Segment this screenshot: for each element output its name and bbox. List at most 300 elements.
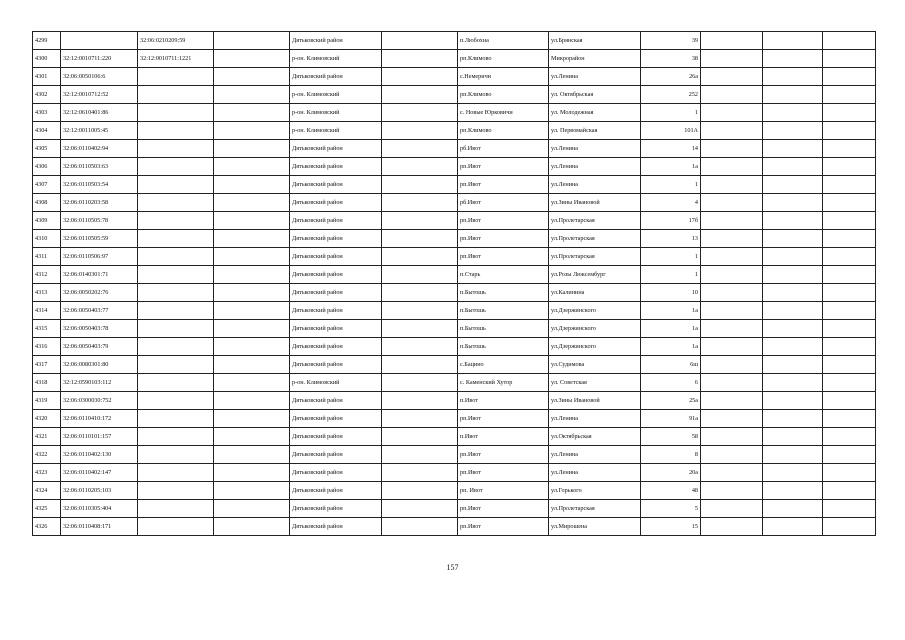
blank-col-11-cell: [763, 86, 823, 104]
parent-cadastral-number-cell: [138, 122, 214, 140]
district-cell: Дятьковский район: [290, 428, 382, 446]
blank-col-6-cell: [382, 230, 458, 248]
blank-col-4-cell: [214, 50, 290, 68]
blank-col-10-cell: [701, 158, 763, 176]
blank-col-4-cell: [214, 158, 290, 176]
record-number-cell: 4310: [33, 230, 61, 248]
blank-col-4-cell: [214, 302, 290, 320]
blank-col-12-cell: [823, 230, 876, 248]
record-number-cell: 4319: [33, 392, 61, 410]
blank-col-11-cell: [763, 68, 823, 86]
district-cell: р-он. Климовский: [290, 122, 382, 140]
blank-col-11-cell: [763, 104, 823, 122]
table-row: [33, 32, 876, 50]
street-cell: ул.Ленина: [549, 446, 641, 464]
cadastral-number-cell: 32:06:0050403:78: [61, 320, 138, 338]
blank-col-10-cell: [701, 266, 763, 284]
street-cell: ул.Ленина: [549, 464, 641, 482]
settlement-cell: рп.Ивот: [458, 518, 549, 536]
table-row: [33, 266, 876, 284]
house-number-cell: 8: [641, 446, 701, 464]
table-row: [33, 104, 876, 122]
cadastral-number-cell: 32:06:0140301:71: [61, 266, 138, 284]
blank-col-11-cell: [763, 374, 823, 392]
parent-cadastral-number-cell: [138, 302, 214, 320]
parent-cadastral-number-cell: [138, 338, 214, 356]
blank-col-6-cell: [382, 68, 458, 86]
cadastral-number-cell: 32:06:0110305:404: [61, 500, 138, 518]
district-cell: Дятьковский район: [290, 284, 382, 302]
district-cell: Дятьковский район: [290, 212, 382, 230]
house-number-cell: 1а: [641, 158, 701, 176]
parent-cadastral-number-cell: [138, 248, 214, 266]
blank-col-10-cell: [701, 356, 763, 374]
street-cell: ул.Судимова: [549, 356, 641, 374]
blank-col-11-cell: [763, 410, 823, 428]
blank-col-11-cell: [763, 122, 823, 140]
blank-col-11-cell: [763, 302, 823, 320]
blank-col-12-cell: [823, 320, 876, 338]
cadastral-number-cell: 32:06:0110503:54: [61, 176, 138, 194]
blank-col-4-cell: [214, 446, 290, 464]
settlement-cell: с. Новые Юрковичи: [458, 104, 549, 122]
blank-col-12-cell: [823, 518, 876, 536]
record-number-cell: 4324: [33, 482, 61, 500]
settlement-cell: рп. Ивот: [458, 482, 549, 500]
blank-col-6-cell: [382, 482, 458, 500]
record-number-cell: 4317: [33, 356, 61, 374]
settlement-cell: с.Бацино: [458, 356, 549, 374]
blank-col-12-cell: [823, 302, 876, 320]
settlement-cell: п.Бытошь: [458, 302, 549, 320]
house-number-cell: 1: [641, 248, 701, 266]
blank-col-4-cell: [214, 86, 290, 104]
settlement-cell: рп.Ивот: [458, 464, 549, 482]
blank-col-6-cell: [382, 140, 458, 158]
house-number-cell: 20а: [641, 464, 701, 482]
street-cell: ул. Первомайская: [549, 122, 641, 140]
blank-col-12-cell: [823, 212, 876, 230]
table-row: [33, 284, 876, 302]
table-row: [33, 482, 876, 500]
house-number-cell: 6: [641, 374, 701, 392]
blank-col-11-cell: [763, 212, 823, 230]
blank-col-11-cell: [763, 248, 823, 266]
table-row: [33, 446, 876, 464]
blank-col-4-cell: [214, 266, 290, 284]
settlement-cell: рп.Ивот: [458, 212, 549, 230]
house-number-cell: 48: [641, 482, 701, 500]
record-number-cell: 4299: [33, 32, 61, 50]
street-cell: ул.Дзержинского: [549, 320, 641, 338]
blank-col-10-cell: [701, 338, 763, 356]
district-cell: Дятьковский район: [290, 230, 382, 248]
house-number-cell: 39: [641, 32, 701, 50]
record-number-cell: 4301: [33, 68, 61, 86]
record-number-cell: 4305: [33, 140, 61, 158]
cadastral-number-cell: 32:06:0110503:63: [61, 158, 138, 176]
blank-col-12-cell: [823, 356, 876, 374]
blank-col-11-cell: [763, 320, 823, 338]
house-number-cell: 58: [641, 428, 701, 446]
blank-col-6-cell: [382, 464, 458, 482]
street-cell: ул.Калинина: [549, 284, 641, 302]
district-cell: Дятьковский район: [290, 140, 382, 158]
district-cell: Дятьковский район: [290, 194, 382, 212]
house-number-cell: 17б: [641, 212, 701, 230]
blank-col-11-cell: [763, 482, 823, 500]
settlement-cell: п.Ивот: [458, 428, 549, 446]
registry-body: [33, 32, 876, 536]
blank-col-10-cell: [701, 500, 763, 518]
district-cell: р-он. Климовский: [290, 374, 382, 392]
table-row: [33, 86, 876, 104]
settlement-cell: рп.Ивот: [458, 230, 549, 248]
blank-col-11-cell: [763, 194, 823, 212]
settlement-cell: рп.Ивот: [458, 158, 549, 176]
house-number-cell: 1а: [641, 320, 701, 338]
blank-col-11-cell: [763, 500, 823, 518]
house-number-cell: 1: [641, 104, 701, 122]
blank-col-10-cell: [701, 212, 763, 230]
house-number-cell: 25а: [641, 392, 701, 410]
table-row: [33, 158, 876, 176]
table-row: [33, 248, 876, 266]
parent-cadastral-number-cell: [138, 104, 214, 122]
blank-col-11-cell: [763, 356, 823, 374]
table-row: [33, 320, 876, 338]
blank-col-11-cell: [763, 518, 823, 536]
district-cell: Дятьковский район: [290, 410, 382, 428]
district-cell: Дятьковский район: [290, 500, 382, 518]
table-row: [33, 356, 876, 374]
blank-col-12-cell: [823, 428, 876, 446]
street-cell: ул.Ленина: [549, 176, 641, 194]
settlement-cell: рб.Ивот: [458, 194, 549, 212]
blank-col-12-cell: [823, 68, 876, 86]
house-number-cell: 15: [641, 518, 701, 536]
blank-col-11-cell: [763, 140, 823, 158]
settlement-cell: рп.Ивот: [458, 500, 549, 518]
house-number-cell: 1: [641, 266, 701, 284]
district-cell: Дятьковский район: [290, 464, 382, 482]
blank-col-4-cell: [214, 68, 290, 86]
cadastral-number-cell: [61, 32, 138, 50]
house-number-cell: 101А: [641, 122, 701, 140]
table-row: [33, 428, 876, 446]
settlement-cell: рп.Ивот: [458, 248, 549, 266]
table-row: [33, 194, 876, 212]
blank-col-12-cell: [823, 122, 876, 140]
house-number-cell: 252: [641, 86, 701, 104]
blank-col-12-cell: [823, 266, 876, 284]
parent-cadastral-number-cell: [138, 212, 214, 230]
cadastral-number-cell: 32:06:0110101:157: [61, 428, 138, 446]
blank-col-12-cell: [823, 194, 876, 212]
table-row: [33, 374, 876, 392]
blank-col-12-cell: [823, 158, 876, 176]
blank-col-12-cell: [823, 284, 876, 302]
record-number-cell: 4302: [33, 86, 61, 104]
district-cell: Дятьковский район: [290, 320, 382, 338]
cadastral-number-cell: 32:06:0110203:58: [61, 194, 138, 212]
blank-col-10-cell: [701, 392, 763, 410]
cadastral-number-cell: 32:06:0110410:172: [61, 410, 138, 428]
table-row: [33, 518, 876, 536]
record-number-cell: 4311: [33, 248, 61, 266]
street-cell: ул. Октябрьская: [549, 86, 641, 104]
district-cell: Дятьковский район: [290, 248, 382, 266]
blank-col-12-cell: [823, 500, 876, 518]
house-number-cell: 6ш: [641, 356, 701, 374]
blank-col-4-cell: [214, 230, 290, 248]
blank-col-6-cell: [382, 374, 458, 392]
blank-col-12-cell: [823, 410, 876, 428]
settlement-cell: рп.Климово: [458, 122, 549, 140]
street-cell: ул.Дзержинского: [549, 338, 641, 356]
street-cell: ул.Брянская: [549, 32, 641, 50]
blank-col-10-cell: [701, 410, 763, 428]
blank-col-4-cell: [214, 140, 290, 158]
blank-col-4-cell: [214, 392, 290, 410]
blank-col-12-cell: [823, 338, 876, 356]
record-number-cell: 4307: [33, 176, 61, 194]
cadastral-number-cell: 32:06:0300030:752: [61, 392, 138, 410]
cadastral-number-cell: 32:06:0110402:147: [61, 464, 138, 482]
blank-col-12-cell: [823, 374, 876, 392]
cadastral-number-cell: 32:12:0010712:52: [61, 86, 138, 104]
blank-col-11-cell: [763, 284, 823, 302]
parent-cadastral-number-cell: [138, 356, 214, 374]
blank-col-11-cell: [763, 32, 823, 50]
cadastral-number-cell: 32:06:0110505:59: [61, 230, 138, 248]
blank-col-6-cell: [382, 104, 458, 122]
blank-col-10-cell: [701, 50, 763, 68]
blank-col-6-cell: [382, 212, 458, 230]
street-cell: ул.Октябрьская: [549, 428, 641, 446]
settlement-cell: рб.Ивот: [458, 140, 549, 158]
blank-col-6-cell: [382, 320, 458, 338]
blank-col-11-cell: [763, 464, 823, 482]
table-row: [33, 50, 876, 68]
settlement-cell: рп.Климово: [458, 50, 549, 68]
blank-col-4-cell: [214, 428, 290, 446]
blank-col-4-cell: [214, 482, 290, 500]
table-row: [33, 140, 876, 158]
blank-col-12-cell: [823, 176, 876, 194]
blank-col-10-cell: [701, 122, 763, 140]
blank-col-11-cell: [763, 338, 823, 356]
blank-col-6-cell: [382, 86, 458, 104]
blank-col-4-cell: [214, 32, 290, 50]
parent-cadastral-number-cell: [138, 482, 214, 500]
cadastral-number-cell: 32:12:0010711:220: [61, 50, 138, 68]
cadastral-number-cell: 32:06:0110402:94: [61, 140, 138, 158]
blank-col-6-cell: [382, 176, 458, 194]
blank-col-6-cell: [382, 446, 458, 464]
cadastral-number-cell: 32:12:0011005:45: [61, 122, 138, 140]
street-cell: ул.Зины Ивановой: [549, 392, 641, 410]
blank-col-6-cell: [382, 410, 458, 428]
settlement-cell: рп.Ивот: [458, 446, 549, 464]
cadastral-number-cell: 32:06:0110506:97: [61, 248, 138, 266]
table-row: [33, 230, 876, 248]
record-number-cell: 4313: [33, 284, 61, 302]
blank-col-4-cell: [214, 518, 290, 536]
settlement-cell: рп.Ивот: [458, 176, 549, 194]
blank-col-6-cell: [382, 428, 458, 446]
settlement-cell: п.Бытошь: [458, 320, 549, 338]
cadastral-number-cell: 32:12:0610401:86: [61, 104, 138, 122]
blank-col-6-cell: [382, 194, 458, 212]
parent-cadastral-number-cell: [138, 158, 214, 176]
blank-col-11-cell: [763, 446, 823, 464]
settlement-cell: рп.Ивот: [458, 410, 549, 428]
street-cell: ул.Дзержинского: [549, 302, 641, 320]
blank-col-10-cell: [701, 86, 763, 104]
parent-cadastral-number-cell: [138, 266, 214, 284]
record-number-cell: 4306: [33, 158, 61, 176]
blank-col-11-cell: [763, 176, 823, 194]
blank-col-4-cell: [214, 122, 290, 140]
parent-cadastral-number-cell: [138, 392, 214, 410]
blank-col-6-cell: [382, 158, 458, 176]
district-cell: Дятьковский район: [290, 518, 382, 536]
house-number-cell: 1а: [641, 302, 701, 320]
house-number-cell: 5: [641, 500, 701, 518]
cadastral-number-cell: 32:06:0050403:77: [61, 302, 138, 320]
parent-cadastral-number-cell: [138, 374, 214, 392]
settlement-cell: с. Каменский Хутор: [458, 374, 549, 392]
parent-cadastral-number-cell: [138, 284, 214, 302]
blank-col-6-cell: [382, 50, 458, 68]
blank-col-10-cell: [701, 374, 763, 392]
record-number-cell: 4315: [33, 320, 61, 338]
blank-col-6-cell: [382, 32, 458, 50]
blank-col-12-cell: [823, 50, 876, 68]
district-cell: Дятьковский район: [290, 356, 382, 374]
house-number-cell: 1: [641, 176, 701, 194]
blank-col-4-cell: [214, 500, 290, 518]
cadastral-number-cell: 32:06:0110408:171: [61, 518, 138, 536]
parent-cadastral-number-cell: [138, 428, 214, 446]
parent-cadastral-number-cell: [138, 464, 214, 482]
blank-col-10-cell: [701, 248, 763, 266]
blank-col-4-cell: [214, 356, 290, 374]
blank-col-12-cell: [823, 446, 876, 464]
blank-col-11-cell: [763, 392, 823, 410]
house-number-cell: 26а: [641, 68, 701, 86]
blank-col-4-cell: [214, 338, 290, 356]
street-cell: ул.Розы Люксембург: [549, 266, 641, 284]
record-number-cell: 4308: [33, 194, 61, 212]
street-cell: ул.Ленина: [549, 68, 641, 86]
table-row: [33, 176, 876, 194]
house-number-cell: 10: [641, 284, 701, 302]
blank-col-10-cell: [701, 68, 763, 86]
parent-cadastral-number-cell: [138, 518, 214, 536]
parent-cadastral-number-cell: 32:06:0210209:59: [138, 32, 214, 50]
blank-col-12-cell: [823, 248, 876, 266]
street-cell: ул.Ленина: [549, 158, 641, 176]
street-cell: ул.Ленина: [549, 140, 641, 158]
district-cell: Дятьковский район: [290, 482, 382, 500]
table-row: [33, 122, 876, 140]
blank-col-10-cell: [701, 464, 763, 482]
record-number-cell: 4303: [33, 104, 61, 122]
district-cell: Дятьковский район: [290, 266, 382, 284]
parent-cadastral-number-cell: [138, 68, 214, 86]
parent-cadastral-number-cell: [138, 176, 214, 194]
blank-col-11-cell: [763, 50, 823, 68]
record-number-cell: 4304: [33, 122, 61, 140]
blank-col-4-cell: [214, 104, 290, 122]
blank-col-10-cell: [701, 428, 763, 446]
house-number-cell: 4: [641, 194, 701, 212]
blank-col-10-cell: [701, 302, 763, 320]
settlement-cell: рп.Климово: [458, 86, 549, 104]
district-cell: Дятьковский район: [290, 302, 382, 320]
blank-col-6-cell: [382, 302, 458, 320]
blank-col-6-cell: [382, 518, 458, 536]
table-row: [33, 500, 876, 518]
street-cell: ул. Советская: [549, 374, 641, 392]
blank-col-12-cell: [823, 32, 876, 50]
table-row: [33, 464, 876, 482]
street-cell: ул. Молодежная: [549, 104, 641, 122]
blank-col-6-cell: [382, 356, 458, 374]
record-number-cell: 4326: [33, 518, 61, 536]
blank-col-4-cell: [214, 284, 290, 302]
parent-cadastral-number-cell: [138, 446, 214, 464]
blank-col-10-cell: [701, 194, 763, 212]
settlement-cell: п.Ивот: [458, 392, 549, 410]
record-number-cell: 4325: [33, 500, 61, 518]
blank-col-4-cell: [214, 410, 290, 428]
record-number-cell: 4321: [33, 428, 61, 446]
settlement-cell: с.Немеричи: [458, 68, 549, 86]
record-number-cell: 4300: [33, 50, 61, 68]
parent-cadastral-number-cell: [138, 140, 214, 158]
blank-col-12-cell: [823, 140, 876, 158]
blank-col-10-cell: [701, 446, 763, 464]
house-number-cell: 38: [641, 50, 701, 68]
cadastral-number-cell: 32:06:0050403:79: [61, 338, 138, 356]
record-number-cell: 4309: [33, 212, 61, 230]
blank-col-4-cell: [214, 374, 290, 392]
district-cell: р-он. Климовский: [290, 50, 382, 68]
district-cell: Дятьковский район: [290, 446, 382, 464]
parent-cadastral-number-cell: [138, 86, 214, 104]
blank-col-10-cell: [701, 284, 763, 302]
blank-col-11-cell: [763, 230, 823, 248]
parent-cadastral-number-cell: [138, 500, 214, 518]
blank-col-4-cell: [214, 212, 290, 230]
cadastral-number-cell: 32:06:0050106:6: [61, 68, 138, 86]
settlement-cell: п.Бытошь: [458, 284, 549, 302]
district-cell: р-он. Климовский: [290, 86, 382, 104]
settlement-cell: п.Бытошь: [458, 338, 549, 356]
blank-col-10-cell: [701, 320, 763, 338]
blank-col-4-cell: [214, 194, 290, 212]
settlement-cell: п.Старь: [458, 266, 549, 284]
blank-col-12-cell: [823, 464, 876, 482]
cadastral-number-cell: 32:06:0110402:130: [61, 446, 138, 464]
cadastral-number-cell: 32:06:0050202:76: [61, 284, 138, 302]
street-cell: ул.Пролетарская: [549, 248, 641, 266]
house-number-cell: 13: [641, 230, 701, 248]
district-cell: р-он. Климовский: [290, 104, 382, 122]
